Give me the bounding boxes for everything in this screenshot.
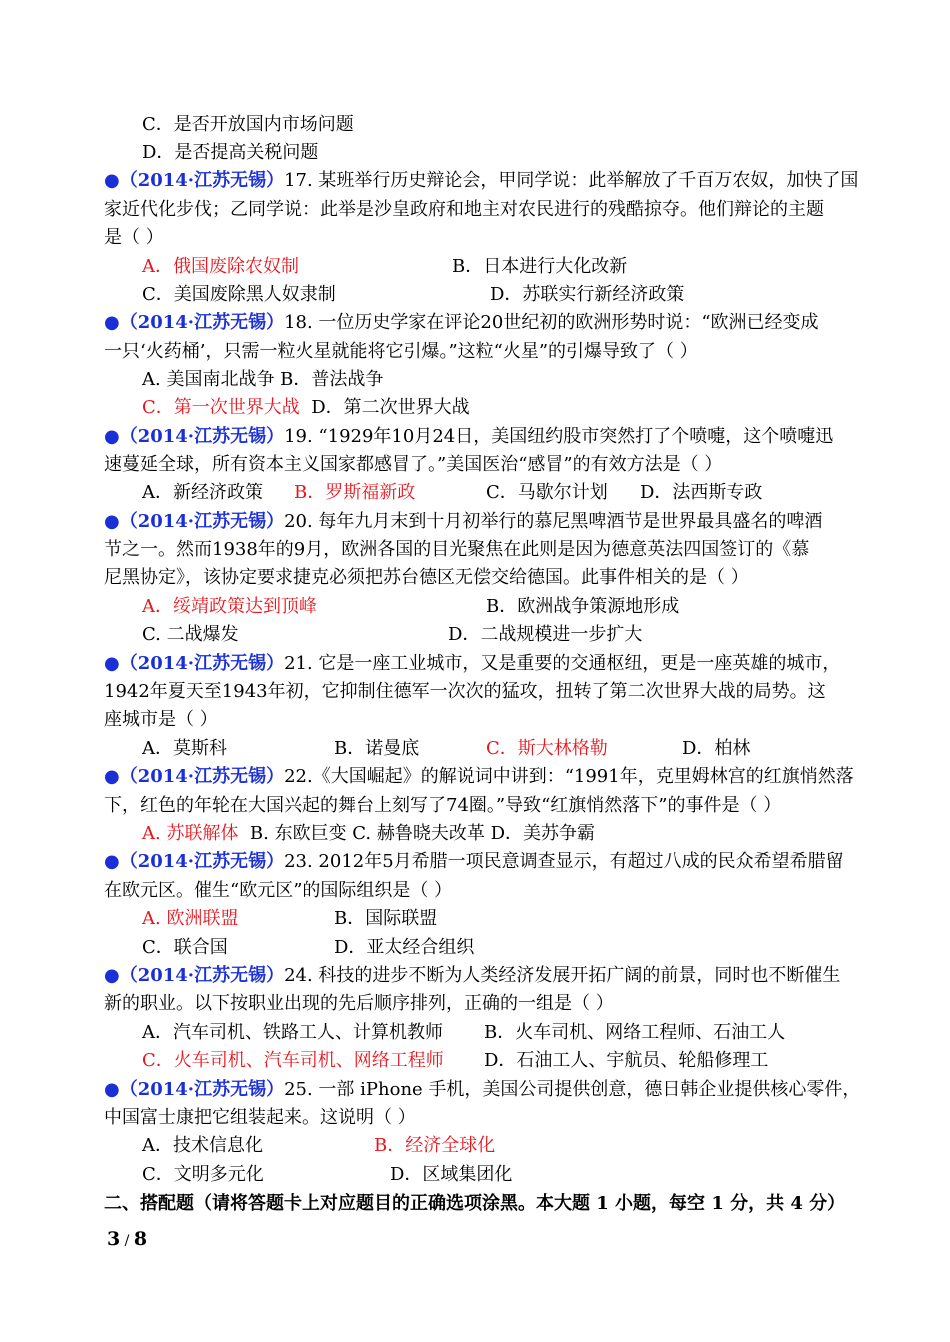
source-tag: ●（2014·江苏无锡） <box>104 312 285 333</box>
option-d: D．石油工人、宇航员、轮船修理工 <box>484 1050 769 1071</box>
question-21-stem <box>104 650 840 678</box>
current-page: 3 <box>107 1228 121 1250</box>
question-text: 24. 科技的进步不断为人类经济发展开拓广阔的前景，同时也不断催生 <box>284 965 841 986</box>
option-b: B．诺曼底 <box>334 738 420 759</box>
source-tag: ●（2014·江苏无锡） <box>104 511 285 532</box>
question-text: 速蔓延全球，所有资本主义国家都感冒了。”美国医治“感冒”的有效方法是（ ） <box>104 454 723 475</box>
option-b: B．国际联盟 <box>334 908 438 929</box>
option-a: A．汽车司机、铁路工人、计算机教师 <box>142 1022 443 1043</box>
page-separator: / <box>120 1233 134 1249</box>
source-tag: ●（2014·江苏无锡） <box>104 170 285 191</box>
question-19-stem <box>104 423 833 451</box>
question-text: 是（ ） <box>104 227 164 248</box>
question-24-stem <box>104 962 840 990</box>
option-d: D．区域集团化 <box>390 1164 513 1185</box>
question-text: 新的职业。以下按职业出现的先后顺序排列，正确的一组是（ ） <box>104 993 614 1014</box>
question-17-stem <box>104 167 858 195</box>
option-d: D．柏林 <box>682 738 751 759</box>
question-25-stem <box>104 1076 860 1104</box>
question-text: 一只‘火药桶’，只需一粒火星就能将它引爆。”这粒“火星”的引爆导致了（ ） <box>104 341 698 362</box>
options-c-d <box>142 394 470 422</box>
answer-option-a: A．俄国废除农奴制 <box>142 256 299 277</box>
question-text: 21. 它是一座工业城市，又是重要的交通枢纽，更是一座英雄的城市， <box>284 653 841 674</box>
total-pages: 8 <box>133 1228 148 1250</box>
option-a: A．莫斯科 <box>142 738 227 759</box>
question-18-stem <box>104 309 819 337</box>
question-text: 17. 某班举行历史辩论会，甲同学说：此举解放了千百万农奴，加快了国 <box>284 170 859 191</box>
answer-option-a: A．绥靖政策达到顶峰 <box>142 596 317 617</box>
question-text: 23. 2012年5月希腊一项民意调查显示，有超过八成的民众希望希腊留 <box>284 851 844 872</box>
question-text: 座城市是（ ） <box>104 709 218 730</box>
question-text: 22.《大国崛起》的解说词中讲到：“1991年，克里姆林宫的红旗悄然落 <box>284 766 854 787</box>
question-text: 节之一。然而1938年的9月，欧洲各国的目光聚焦在此则是因为德意英法四国签订的《慕 <box>104 539 810 560</box>
option-d: D．法西斯专政 <box>640 482 763 503</box>
option-c: C．马歇尔计划 <box>486 482 608 503</box>
source-tag: ●（2014·江苏无锡） <box>104 1079 285 1100</box>
question-text: 尼黑协定》，该协定要求捷克必须把苏台德区无偿交给德国。此事件相关的是（ ） <box>104 567 749 588</box>
answer-option-c: C．火车司机、汽车司机、网络工程师 <box>142 1050 444 1071</box>
option-b: B．日本进行大化改新 <box>452 256 628 277</box>
source-tag: ●（2014·江苏无锡） <box>104 965 285 986</box>
answer-option-a: A. 欧洲联盟 <box>142 908 239 929</box>
option-c: C．美国废除黑人奴隶制 <box>142 284 336 305</box>
section-heading: 二、搭配题（请将答题卡上对应题目的正确选项涂黑。本大题 1 小题，每空 1 分，共 4 分） <box>104 1193 846 1214</box>
answer-option-b: B．经济全球化 <box>374 1135 496 1156</box>
question-text: 下，红色的年轮在大国兴起的舞台上刻写了74圈。”导致“红旗悄然落下”的事件是（ ） <box>104 795 782 816</box>
option-d: D．是否提高关税问题 <box>142 142 319 163</box>
option-c: C．文明多元化 <box>142 1164 264 1185</box>
question-text: 家近代化步伐；乙同学说：此举是沙皇政府和地主对农民进行的残酷掠夺。他们辩论的主题 <box>104 199 824 220</box>
option-a: A．新经济政策 <box>142 482 263 503</box>
question-text: 25. 一部 iPhone 手机，美国公司提供创意，德日韩企业提供核心零件， <box>284 1079 861 1100</box>
page-number <box>107 1228 147 1250</box>
options-b-c-d: B. 东欧巨变 C. 赫鲁晓夫改革 D．美苏争霸 <box>249 823 596 844</box>
question-20-stem <box>104 508 822 536</box>
answer-option-a: A. 苏联解体 <box>142 823 239 844</box>
question-text: 1942年夏天至1943年初，它抑制住德军一次次的猛攻，扭转了第二次世界大战的局势。这 <box>104 681 826 702</box>
answer-option-c: C．斯大林格勒 <box>486 738 608 759</box>
option-c: C. 二战爆发 <box>142 624 239 645</box>
option-d: D．亚太经合组织 <box>334 937 475 958</box>
option-c: C．联合国 <box>142 937 228 958</box>
answer-option-c: C．第一次世界大战 <box>142 397 300 418</box>
source-tag: ●（2014·江苏无锡） <box>104 426 285 447</box>
source-tag: ●（2014·江苏无锡） <box>104 653 285 674</box>
question-22-stem <box>104 763 854 791</box>
answer-option-b: B．罗斯福新政 <box>294 482 416 503</box>
options-row <box>142 820 595 848</box>
option-d: D．苏联实行新经济政策 <box>490 284 685 305</box>
source-tag: ●（2014·江苏无锡） <box>104 766 285 787</box>
question-text: 18. 一位历史学家在评论20世纪初的欧洲形势时说：“欧洲已经变成 <box>284 312 819 333</box>
question-23-stem <box>104 848 844 876</box>
option-b: B．欧洲战争策源地形成 <box>486 596 680 617</box>
question-text: 中国富士康把它组装起来。这说明（ ） <box>104 1107 416 1128</box>
option-b: B．火车司机、网络工程师、石油工人 <box>484 1022 786 1043</box>
option-c: C．是否开放国内市场问题 <box>142 114 354 135</box>
option-d: D．第二次世界大战 <box>311 397 470 418</box>
option-d: D．二战规模进一步扩大 <box>448 624 643 645</box>
options-a-b: A. 美国南北战争 B．普法战争 <box>142 369 384 390</box>
question-text: 19. “1929年10月24日，美国纽约股市突然打了个喷嚏，这个喷嚏迅 <box>284 426 834 447</box>
option-a: A．技术信息化 <box>142 1135 263 1156</box>
question-text: 在欧元区。催生“欧元区”的国际组织是（ ） <box>104 880 453 901</box>
source-tag: ●（2014·江苏无锡） <box>104 851 285 872</box>
question-text: 20. 每年九月末到十月初举行的慕尼黑啤酒节是世界最具盛名的啤酒 <box>284 511 823 532</box>
